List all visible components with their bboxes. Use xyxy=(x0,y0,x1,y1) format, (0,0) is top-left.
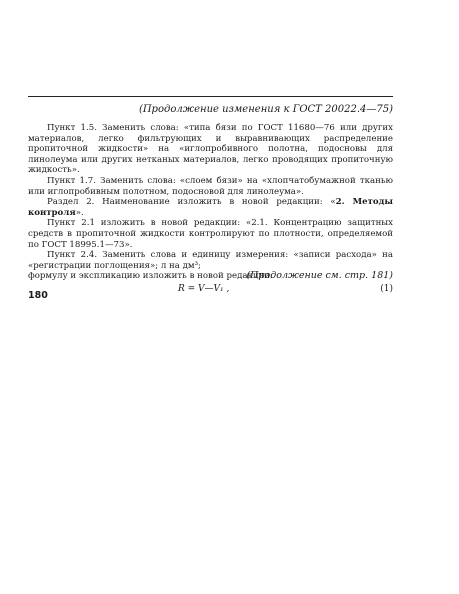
paragraph-item-1-5: Пункт 1.5. Заменить слова: «типа бязи по ГОСТ 11680—76 или других материалов, легко фильтрующих и выравнивающих распределение пропиточной жидкости» на «иглопробивного полотна, подосновы для линолеума или других нетканых материалов, легко проводящих пропиточную жидкость». xyxy=(28,123,393,176)
section-2-title: 2. Методы контроля xyxy=(28,197,394,218)
paragraph-item-2-1: Пункт 2.1 изложить в новой редакции: «2.1. Концентрацию защитных средств в пропиточной жидкости контролируют по плотности, определяемой по ГОСТ 18995.1—73». xyxy=(28,218,393,250)
section-2-prefix: Раздел 2. Наименование изложить в новой редакции: « xyxy=(47,197,336,208)
formula-row xyxy=(28,284,393,298)
page-number: 180 xyxy=(28,290,48,301)
footer-continuation-note: (Продолжение см. стр. 181) xyxy=(246,270,393,281)
formula-expression: R = V—V₁ , xyxy=(178,283,230,294)
top-rule-divider xyxy=(28,96,393,97)
section-2-suffix: ». xyxy=(75,207,84,218)
formula-number: (1) xyxy=(380,283,393,294)
paragraph-formula-intro: формулу и экспликацию изложить в новой редакции: xyxy=(28,271,273,282)
paragraph-section-2 xyxy=(28,197,393,218)
paragraph-item-1-7: Пункт 1.7. Заменить слова: «слоем бязи» на «хлопчатобумажной тканью или иглопробивным полотном, подосновой для линолеума». xyxy=(28,175,393,197)
header-continuation-note: (Продолжение изменения к ГОСТ 20022.4—75) xyxy=(138,104,393,115)
paragraph-item-2-4: Пункт 2.4. Заменить слова и единицу измерения: «записи расхода» на «регистрации поглощения»; л на дм³; xyxy=(28,250,393,271)
